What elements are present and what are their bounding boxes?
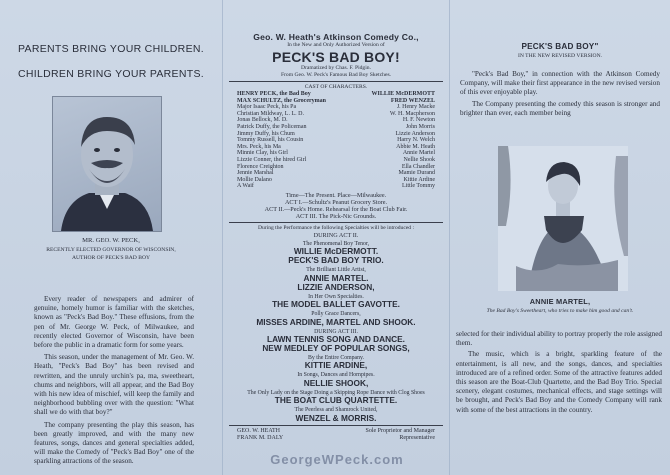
cast-row (237, 131, 435, 138)
cast-row (237, 111, 435, 118)
specialty-caption: The Brilliant Little Artist, (306, 267, 366, 274)
cast-actor: Ella Chandler (401, 163, 435, 170)
specialty-title: KITTIE ARDINE, (304, 360, 368, 371)
act-line: ACT III. The Pick-Nic Grounds. (295, 212, 377, 220)
cast-role: A Waif (237, 183, 254, 190)
illustration-annie-martel (498, 146, 628, 291)
cast-heading: CAST OF CHARACTERS. (304, 84, 368, 90)
specialty-title: NEW MEDLEY OF POPULAR SONGS, (262, 342, 410, 353)
credit-role: Representative (399, 434, 435, 441)
credit-row (223, 428, 449, 435)
cast-row (237, 183, 435, 190)
cast-row (237, 164, 435, 171)
right-paragraph-2: The Company presenting the comedy this season is stronger and brighter than ever, each member being (460, 99, 660, 117)
portrait-geo-w-peck (52, 96, 162, 232)
cast-actor: WILLIE McDERMOTT (371, 91, 435, 97)
specialty-caption: The Peerless and Shamrock United, (294, 407, 378, 414)
right-panel (450, 0, 670, 475)
left-paragraph-3: The company presenting the play this season, has been greatly improved, and with the many new features, songs, dances and general specialties added, will make the Comedy of "Peck's Bad Boy" one of the sparkling attractions of the season. (34, 420, 194, 466)
portrait-caption-name: MR. GEO. W. PECK, (82, 237, 140, 244)
cast-actor: Harry N. Welch (397, 137, 435, 144)
right-title: PECK'S BAD BOY" (521, 42, 599, 51)
cast-role: Lizzie Conner, the hired Girl (237, 156, 307, 163)
left-heading-2: CHILDREN BRING YOUR PARENTS. (18, 68, 204, 80)
specialty-title: PECK'S BAD BOY TRIO. (288, 255, 384, 266)
cast-role: Tommy Russell, his Cousin (237, 137, 304, 144)
right-intro (460, 70, 660, 118)
specialties-intro: During the Performance the following Specialties will be introduced : (257, 224, 415, 231)
divider (229, 81, 443, 82)
during-act-2: DURING ACT II. (313, 231, 359, 239)
left-paragraph-1: Every reader of newspapers and admirer of genuine, homely humor is familiar with the sketches, known as "Peck's Bad Boy." These effusions, from the pen of Mr. George W. Peck, of Milwaukee, and recently elected Governor of Wisconsin, have been before the public in a dramatic form for some years. (34, 295, 194, 350)
dramatized-by: Dramatized by Chas. F. Pidgin. (301, 65, 371, 71)
cast-role: Jimmy Duffy, his Chum (237, 130, 295, 137)
credit-row (223, 435, 449, 442)
cast-row (237, 104, 435, 111)
specialty-title: WENZEL & MORRIS. (295, 412, 377, 423)
cast-role: Major Isaac Peck, his Pa (237, 104, 297, 111)
divider (229, 222, 443, 223)
cast-row (237, 144, 435, 151)
specialty-title: NELLIE SHOOK, (303, 377, 369, 388)
cast-actor: Lizzie Anderson (395, 130, 435, 137)
cast-row (237, 157, 435, 164)
acts-list (223, 199, 449, 220)
left-panel (0, 0, 222, 475)
company-subline: In the New and Only Authorized Version of (287, 42, 385, 48)
cast-actor: FRED WENZEL (390, 97, 435, 104)
specialty-title: WILLIE McDERMOTT. (293, 246, 379, 257)
portrait-caption-line2: RECENTLY ELECTED GOVERNOR OF WISCONSIN, (46, 247, 176, 253)
credit-role: Sole Proprietor and Manager (365, 427, 435, 434)
cast-actor: John Morris (405, 123, 435, 130)
cast-row (237, 91, 435, 98)
center-panel (223, 0, 449, 475)
cast-actor: Nellie Shook (403, 156, 435, 163)
cast-role: Patrick Duffy, the Policeman (237, 123, 307, 130)
right-paragraph-4: The music, which is a bright, sparkling feature of the entertainment, is all new, and the songs, dances, and specialties introduced are of a refined order. Some of the attractive features added this season are the Boat-Club Quartette, and the Bad Boy Trio. Special scenery, elegant costumes, mechanical effects, and stage settings will be brought, and Peck's Bad Boy and the Comedy Company will rank with some of the best attractions in the country. (456, 350, 662, 414)
specialty-caption: The Phenomenal Boy Tenor, (302, 240, 370, 247)
cast-role: HENRY PECK, the Bad Boy (237, 91, 311, 97)
credit-name: FRANK M. DALY (237, 434, 284, 441)
cast-role: Jonas Bellock, M. D. (237, 117, 288, 124)
specialty-caption: The Only Lady on the Stage Doing a Skipping Rope Dance with Clog Shoes (247, 389, 425, 396)
right-body (456, 330, 662, 415)
specialty-title: ANNIE MARTEL. (303, 272, 369, 283)
watermark: GeorgeWPeck.com (270, 452, 404, 467)
specialty-caption: By the Entire Company. (308, 354, 364, 361)
divider (229, 425, 443, 426)
cast-role: Florence Creighton (237, 163, 284, 170)
time-place: Time—The Present. Place—Milwaukee. (285, 191, 387, 199)
left-heading-1: PARENTS BRING YOUR CHILDREN. (18, 43, 204, 55)
cast-role: Jennie Marshal (237, 170, 274, 177)
specialties-list (223, 241, 449, 423)
right-paragraph-1: "Peck's Bad Boy," in connection with the Atkinson Comedy Company, will make their first appearance in the new revised version of this ever enjoyable play. (460, 70, 660, 97)
cast-role: Mrs. Peck, his Ma (237, 143, 281, 150)
specialty-title: LAWN TENNIS SONG AND DANCE. (267, 333, 405, 344)
cast-role: Minnie Clay, his Girl (237, 150, 288, 157)
cast-row (237, 137, 435, 144)
cast-row (237, 98, 435, 105)
company-name: Geo. W. Heath's Atkinson Comedy Co., (253, 32, 419, 42)
cast-row (237, 177, 435, 184)
specialty-caption: Polly Grace Dancers, (311, 311, 361, 318)
left-paragraph-2: This season, under the management of Mr. Geo. W. Heath, "Peck's Bad Boy" has been revised and rewritten, and the unruly urchin's pa, ma, sweetheart, chums and neighbors, will all appear, and the Bad Boy with his new idea of mischief, will keep the family and neighborhood bubbling over with the question: "What shall we do with that boy?" (34, 353, 194, 417)
cast-row (237, 124, 435, 131)
illustration-caption-sub: The Bad Boy's Sweetheart, who tries to make him good and can't. (486, 308, 634, 314)
cast-role: MAX SCHULTZ, the Groceryman (237, 97, 326, 104)
cast-actor: Mamie Durand (398, 170, 435, 177)
right-subtitle: IN THE NEW REVISED VERSION. (517, 53, 603, 59)
cast-actor: Annie Martel (402, 150, 435, 157)
specialty-caption: In Songs, Dances and Hornpipes. (297, 372, 375, 379)
specialty-caption: In Her Own Specialties. (308, 293, 364, 300)
specialty-title: THE MODEL BALLET GAVOTTE. (272, 299, 400, 310)
cast-actor: H. F. Newton (402, 117, 435, 124)
from-sketches: From Geo. W. Peck's Famous Bad Boy Sketches. (280, 72, 392, 78)
cast-role: Mollie Dalano (237, 176, 272, 183)
cast-actor: Abbie M. Heath (396, 143, 435, 150)
right-paragraph-3: selected for their individual ability to portray properly the role assigned them. (456, 330, 662, 348)
cast-row (237, 117, 435, 124)
credits (223, 428, 449, 442)
specialty-title: THE BOAT CLUB QUARTETTE. (274, 395, 398, 406)
cast-role: Christian Mildway, L. L. D. (237, 110, 304, 117)
cast-list (223, 91, 449, 190)
play-title: PECK'S BAD BOY! (272, 49, 400, 65)
cast-actor: Little Tommy (402, 183, 435, 190)
specialty-caption: DURING ACT III. (314, 328, 358, 335)
portrait-caption-line3: AUTHOR OF PECK'S BAD BOY (71, 255, 151, 261)
left-body (34, 295, 194, 467)
specialty-title: LIZZIE ANDERSON, (297, 281, 375, 292)
cast-actor: Kittie Ardine (403, 176, 435, 183)
act-line: ACT II.—Peck's Home. Rehearsal for the Boat Club Fair. (264, 205, 408, 213)
credit-name: GEO. W. HEATH (237, 427, 280, 434)
specialty-title: MISSES ARDINE, MARTEL AND SHOOK. (256, 316, 416, 327)
cast-actor: W. H. Macpherson (389, 110, 435, 117)
cast-actor: J. Henry Macke (396, 104, 435, 111)
cast-row (237, 170, 435, 177)
act-line: ACT I.—Schultz's Peanut Grocery Store. (284, 198, 388, 206)
illustration-caption-name: ANNIE MARTEL, (529, 297, 591, 306)
cast-row (237, 150, 435, 157)
